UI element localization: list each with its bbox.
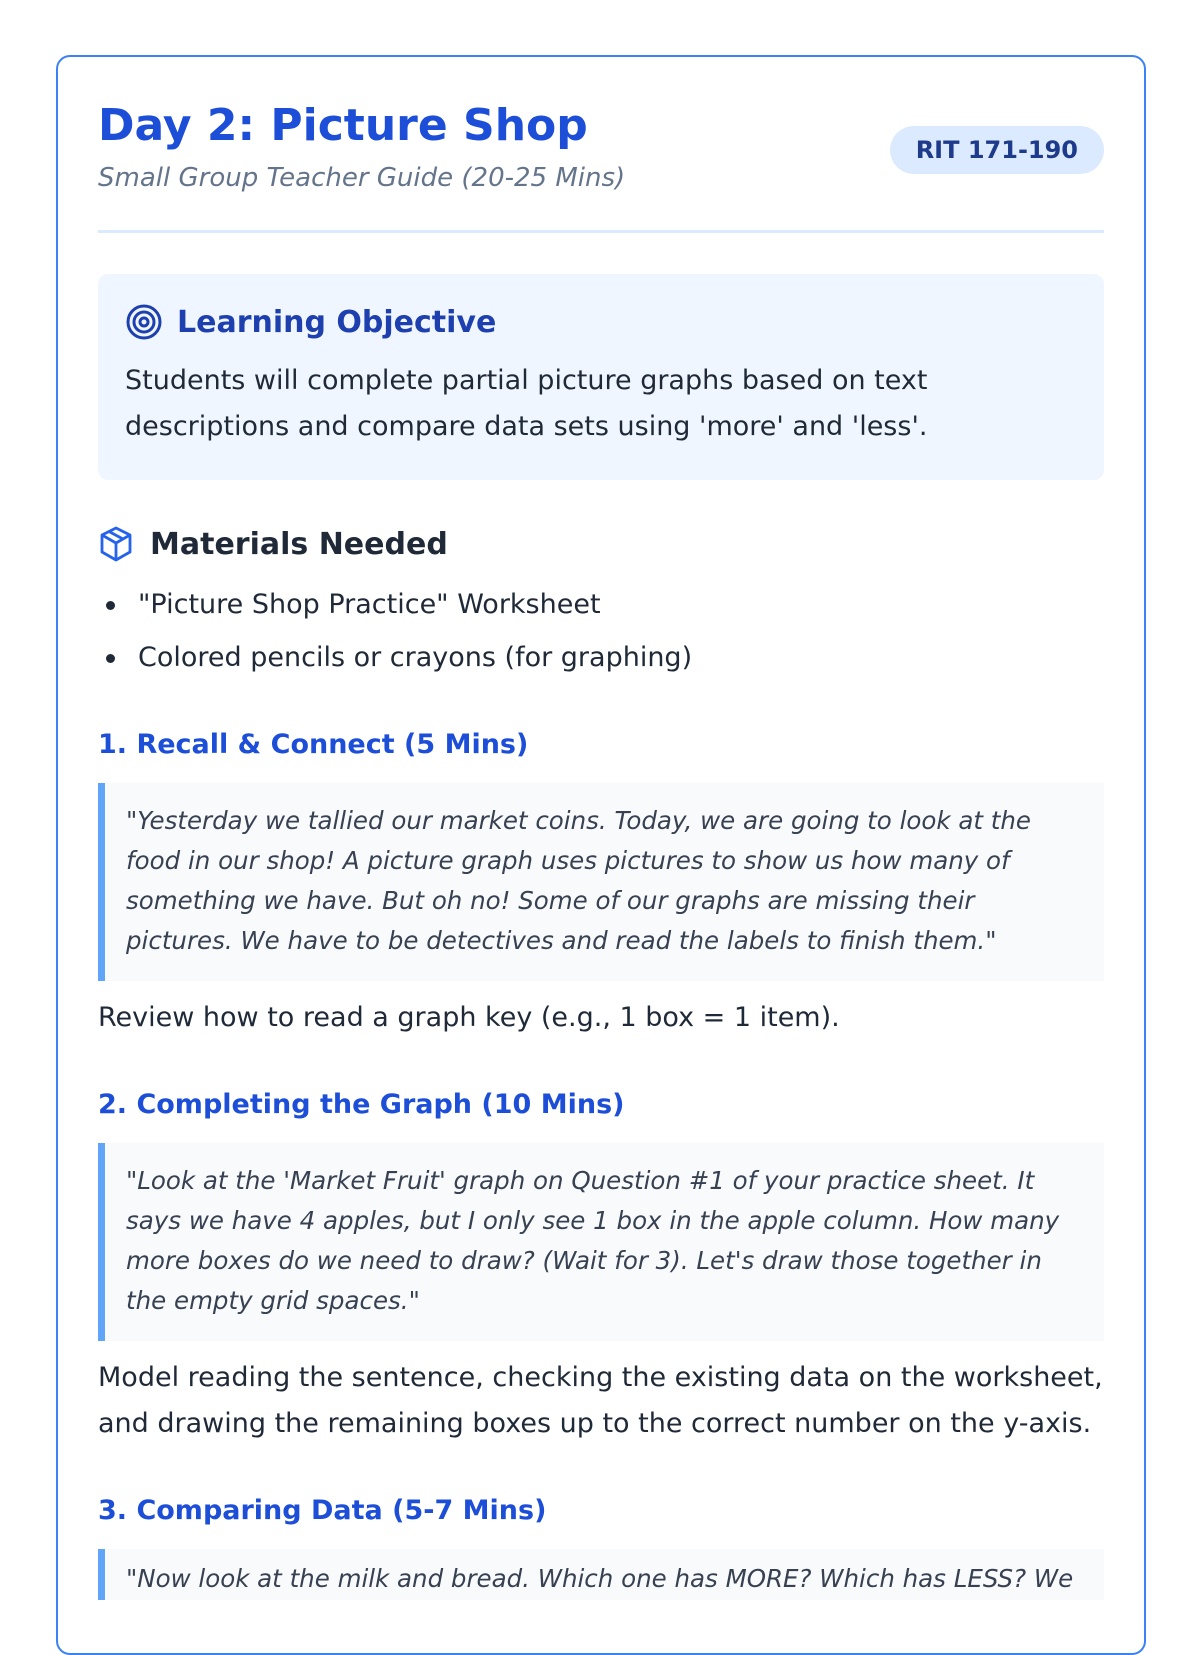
section-heading-comparing-data: 3. Comparing Data (5-7 Mins) [98, 1495, 547, 1526]
teacher-note: Review how to read a graph key (e.g., 1 box = 1 item). [98, 1002, 840, 1033]
list-item [98, 631, 1104, 684]
list-item-text: "Picture Shop Practice" Worksheet [138, 589, 601, 620]
list-item [98, 578, 1104, 631]
objective-title: Learning Objective [177, 304, 497, 340]
header [98, 98, 1104, 234]
rit-badge: RIT 171-190 [890, 126, 1104, 174]
section-heading-recall: 1. Recall & Connect (5 Mins) [98, 729, 529, 760]
page-title: Day 2: Picture Shop [98, 100, 588, 151]
bullet [106, 654, 115, 663]
page-subtitle: Small Group Teacher Guide (20-25 Mins) [98, 163, 626, 193]
teacher-note: Model reading the sentence, checking the existing data on the worksheet, and drawing the remaining boxes up to the correct number on the y-axis. [98, 1362, 1103, 1439]
objective-text: Students will complete partial picture graphs based on text descriptions and compare data sets using 'more' and 'less'. [125, 365, 928, 442]
list-item-text: Colored pencils or crayons (for graphing) [138, 642, 693, 673]
header-divider [98, 230, 1104, 233]
target-icon [125, 303, 163, 341]
bullet [106, 601, 115, 610]
materials-list [98, 578, 1104, 684]
materials-header [98, 520, 1104, 568]
section-heading-completing-graph: 2. Completing the Graph (10 Mins) [98, 1089, 625, 1120]
teacher-script-quote: "Now look at the milk and bread. Which one has MORE? Which has LESS? We [98, 1549, 1104, 1600]
box-icon [98, 525, 134, 563]
materials-title: Materials Needed [150, 526, 448, 562]
objective-box [98, 274, 1104, 480]
materials-section [98, 520, 1104, 684]
objective-header [125, 300, 1077, 344]
teacher-script-quote: "Look at the 'Market Fruit' graph on Question #1 of your practice sheet. It says we have 4 apples, but I only see 1 box in the apple column. How many more boxes do we need to draw? (Wait for 3). Let's draw those together in the empty grid spaces." [98, 1143, 1104, 1341]
teacher-script-quote: "Yesterday we tallied our market coins. Today, we are going to look at the food in our shop! A picture graph uses pictures to show us how many of something we have. But oh no! Some of our graphs are missing their pictures. We have to be detectives and read the labels to finish them." [98, 783, 1104, 981]
